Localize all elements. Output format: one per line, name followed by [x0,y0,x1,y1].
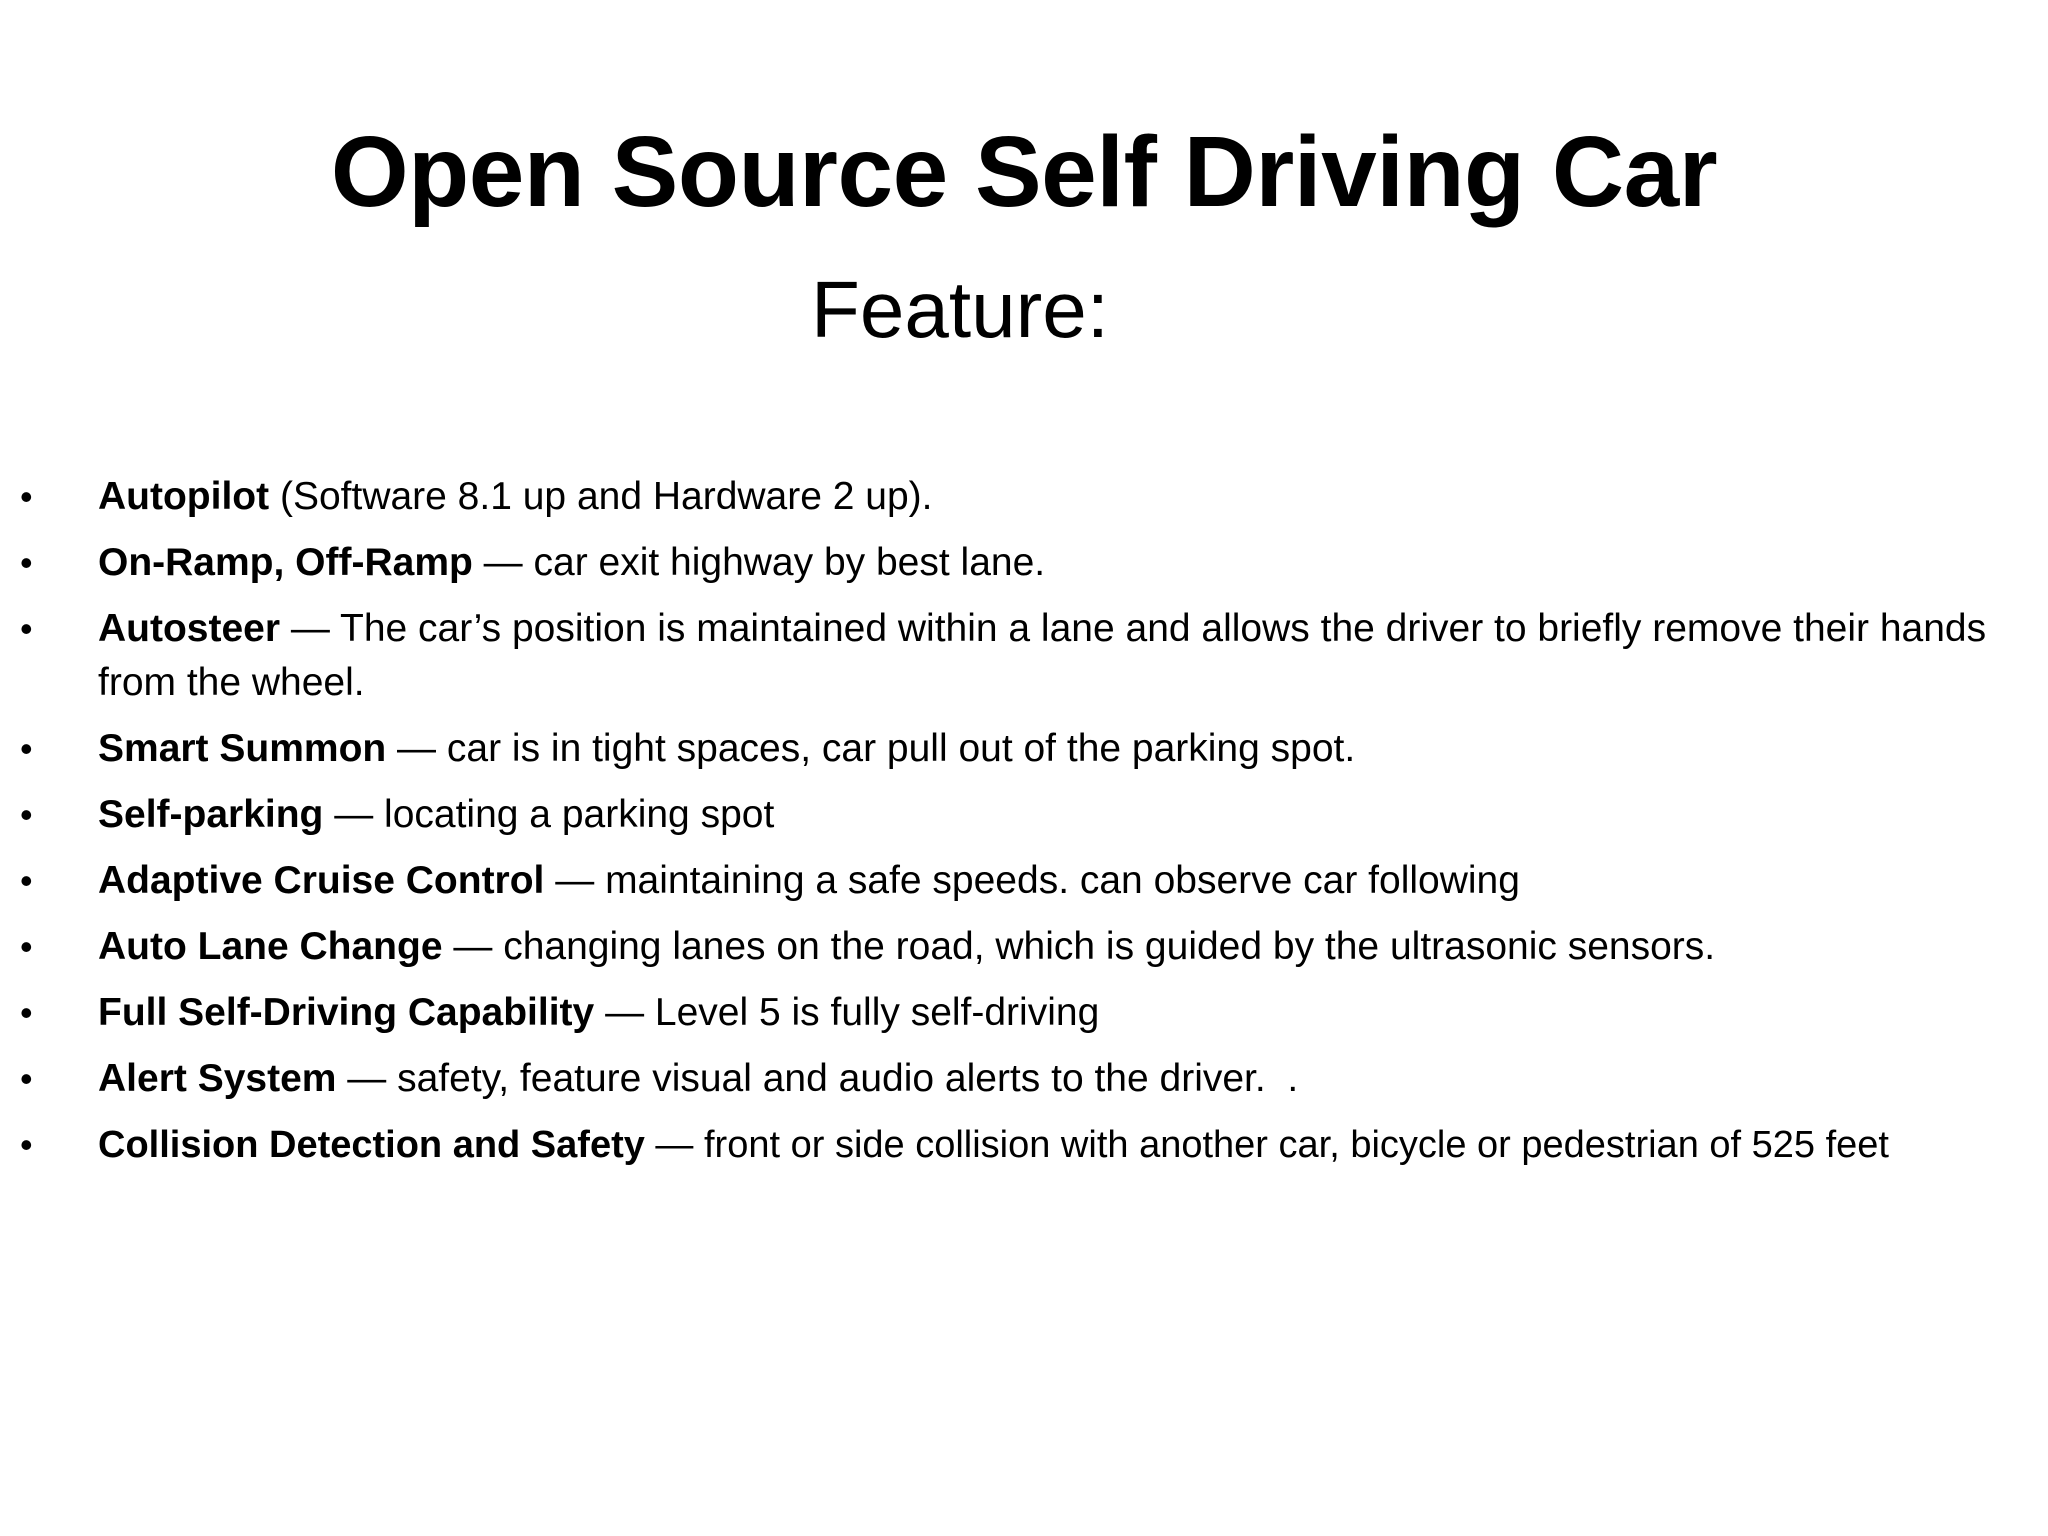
feature-name: Smart Summon [98,727,387,770]
feature-description: maintaining a safe speeds. can observe car following [605,859,1520,902]
feature-name: Autopilot [98,475,270,518]
feature-item-adaptive-cruise-control [0,854,2048,908]
feature-item-smart-summon [0,722,2048,776]
feature-description: locating a parking spot [384,793,775,836]
feature-separator: — [323,793,385,836]
feature-item-autopilot [0,470,2048,524]
feature-separator: — [594,991,655,1034]
feature-item-alert-system [0,1052,2048,1106]
feature-separator: — [472,541,534,584]
bullet-icon: • [20,1058,33,1099]
bullet-icon: • [20,992,33,1033]
feature-name: On-Ramp, Off-Ramp [98,541,473,584]
feature-separator: — [336,1057,398,1100]
feature-description: safety, feature visual and audio alerts to the driver. . [397,1057,1299,1100]
feature-description: Level 5 is fully self-driving [654,991,1100,1034]
feature-item-self-parking [0,788,2048,842]
bullet-icon: • [20,860,33,901]
feature-description: The car’s position is maintained within a lane and allows the driver to briefly remove their hands from the wheel. [98,607,1987,704]
bullet-icon: • [20,794,33,835]
feature-name: Alert System [98,1057,337,1100]
bullet-icon: • [20,1124,33,1165]
feature-description: (Software 8.1 up and Hardware 2 up). [279,475,933,518]
feature-separator: — [544,859,606,902]
feature-name: Auto Lane Change [98,925,443,968]
feature-separator: — [442,925,504,968]
bullet-icon: • [20,926,33,967]
bullet-icon: • [20,728,33,769]
bullet-icon: • [20,542,33,583]
feature-item-autosteer [0,602,2048,710]
feature-description: car exit highway by best lane. [533,541,1046,584]
feature-description: changing lanes on the road, which is guided by the ultrasonic sensors. [503,925,1716,968]
bullet-icon: • [20,608,33,649]
feature-name: Full Self-Driving Capability [98,991,595,1034]
feature-item-collision-detection [0,1118,2048,1172]
feature-item-auto-lane-change [0,920,2048,974]
feature-description: front or side collision with another car, bicycle or pedestrian of 525 feet [704,1124,1889,1166]
feature-separator: — [644,1124,704,1166]
feature-description: car is in tight spaces, car pull out of the parking spot. [446,727,1356,770]
feature-name: Collision Detection and Safety [98,1124,645,1166]
bullet-icon: • [20,476,33,517]
feature-item-on-ramp-off-ramp [0,536,2048,590]
feature-item-full-self-driving [0,986,2048,1040]
slide-subtitle: Feature: [811,265,1109,354]
feature-list [0,470,2048,1184]
slide-title: Open Source Self Driving Car [330,116,1718,228]
feature-separator: — [280,607,341,650]
feature-name: Autosteer [98,607,281,650]
feature-name: Self-parking [98,793,324,836]
feature-separator [269,475,280,518]
feature-name: Adaptive Cruise Control [98,859,545,902]
feature-separator: — [386,727,447,770]
